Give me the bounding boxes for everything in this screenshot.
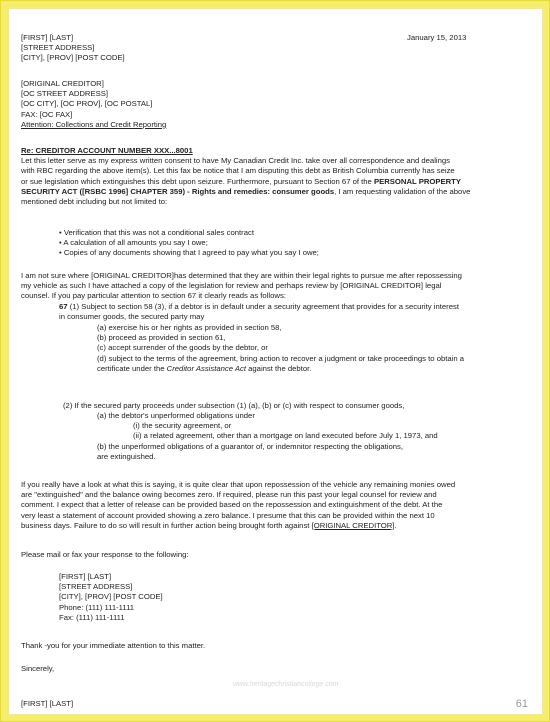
section-67-2-line: (2) If the secured party proceeds under subsection (1) (a), (b) or (c) with respect to consumer goods, — [63, 401, 405, 410]
section-67-1-clauses — [97, 323, 530, 374]
signature: [FIRST] [LAST] — [21, 699, 74, 708]
para3-text: business days. Failure to do so will result in further action being brought forth against — [21, 520, 312, 530]
page-number: 61 — [515, 698, 528, 710]
thanks-line: Thank -you for your immediate attention to this matter. — [21, 641, 206, 650]
closing: Sincerely, — [21, 664, 55, 673]
reply-street: [STREET ADDRESS] — [59, 582, 133, 592]
re-line: Re: CREDITOR ACCOUNT NUMBER XXX...8001 — [21, 146, 193, 155]
creditor-placeholder: [ORIGINAL CREDITOR] — [311, 520, 395, 530]
clause-a: (a) the debtor's unperformed obligations under — [97, 411, 255, 420]
list-item: • Verification that this was not a conditional sales contract — [59, 228, 254, 237]
section-number: 67 — [59, 302, 68, 311]
body-paragraph-3 — [21, 480, 530, 531]
body-paragraph-2 — [21, 271, 530, 302]
letter-page — [8, 8, 543, 715]
act-name: SECURITY ACT ([RSBC 1996] CHAPTER 359) - Rights and remedies: consumer goods — [21, 186, 335, 196]
list-item: • A calculation of all amounts you say I owe; — [59, 238, 208, 248]
reply-phone: Phone: (111) 111-1111 — [59, 602, 135, 612]
para1-line — [21, 187, 530, 197]
reply-address — [59, 572, 530, 623]
mail-prompt: Please mail or fax your response to the following: — [21, 550, 189, 559]
para1-line: with RBC regarding the above item(s). Let this fax be notice that I am disputing this debt as British Columbia currently has seize — [21, 166, 455, 176]
sender-city: [CITY], [PROV] [POST CODE] — [21, 53, 125, 63]
creditor-fax: FAX: [OC FAX] — [21, 109, 73, 119]
act-name: Creditor Assistance Act — [166, 363, 246, 373]
section-67-line: in consumer goods, the secured party may — [59, 312, 205, 322]
sender-address — [21, 33, 530, 64]
clause-text: certificate under the — [97, 363, 167, 373]
watermark: www.heritagechristiancollege.com — [233, 681, 339, 688]
para1-line: mentioned debt including but not limited to: — [21, 197, 168, 207]
para1-text: or sue legislation which extinguishes this debt upon seizure. Furthermore, pursuant to Section 67 of the — [21, 176, 374, 186]
reply-name: [FIRST] [LAST] — [59, 572, 112, 581]
reply-city: [CITY], [PROV] [POST CODE] — [59, 592, 163, 602]
section-67-1 — [59, 302, 530, 322]
clause-text: against the debtor. — [245, 363, 312, 373]
letter-date: January 15, 2013 — [407, 33, 467, 42]
clause-d-cont — [97, 364, 530, 374]
sender-name: [FIRST] [LAST] — [21, 33, 74, 42]
para3-line — [21, 521, 530, 531]
section-67-2 — [63, 401, 530, 411]
para1-line: Let this letter serve as my express written consent to have My Canadian Credit Inc. take over all correspondence and dealings — [21, 156, 451, 166]
clause-c: (c) accept surrender of the goods by the debtor, or — [97, 343, 268, 353]
attention-line: Attention: Collections and Credit Reporting — [21, 119, 167, 129]
clause-b: (b) the unperformed obligations of a guarantor of, or indemnitor respecting the obligations, — [97, 441, 403, 451]
section-67-2-clauses — [97, 411, 530, 462]
para3-line: very least a statement of account provided showing a zero balance. I presume that this can be provided within the next 10 — [21, 510, 435, 520]
para1-line — [21, 177, 530, 187]
creditor-name: [ORIGINAL CREDITOR] — [21, 79, 104, 88]
clause-d: (d) subject to the terms of the agreement, bring action to recover a judgment or take proceedings to obtain a — [97, 353, 465, 363]
clause-a: (a) exercise his or her rights as provided in section 58, — [97, 323, 282, 332]
bullet-list — [59, 228, 530, 259]
para2-line: I am not sure where [ORIGINAL CREDITOR]has determined that they are within their legal rights to pursue me after repossessing — [21, 271, 462, 280]
para3-line: are "extinguished" and the balance owing becomes zero. If required, please run this past your legal counsel for review and — [21, 490, 437, 500]
clause-a-ii: (ii) a related agreement, other than a mortgage on land executed before July 1, 1973, and — [133, 431, 438, 441]
clause-a-i: (i) the security agreement, or — [133, 421, 232, 431]
para3-line: If you really have a look at what this is saying, it is quite clear that upon repossession of the vehicle any remaining monies owed — [21, 480, 456, 489]
creditor-street: [OC STREET ADDRESS] — [21, 89, 109, 99]
creditor-address — [21, 79, 530, 130]
para1-text: , I am requesting validation of the above — [334, 186, 471, 196]
creditor-city: [OC CITY], [OC PROV], [OC POSTAL] — [21, 99, 153, 109]
para2-line: my vehicle as such I have attached a copy of the legislation for review and perhaps review by [ORIGINAL CREDITOR] legal — [21, 281, 442, 291]
clause-c: are extinguished. — [97, 451, 156, 461]
body-paragraph-1 — [21, 146, 530, 207]
act-name: PERSONAL PROPERTY — [373, 176, 461, 186]
section-67-line — [59, 302, 530, 312]
sender-street: [STREET ADDRESS] — [21, 43, 95, 53]
clause-b: (b) proceed as provided in section 61, — [97, 333, 226, 343]
reply-fax: Fax: (111) 111-1111 — [59, 612, 125, 622]
section-text: (1) Subject to section 58 (3), if a debtor is in default under a security agreement that provides for a security interest — [67, 302, 459, 311]
para3-line: comment. I expect that a letter of release can be provided based on the repossession and extinguishment of the debt. At the — [21, 500, 443, 510]
list-item: • Copies of any documents showing that I agreed to pay what you say I owe; — [59, 248, 319, 258]
para3-text: . — [394, 520, 397, 530]
para2-line: counsel. If you pay particular attention to section 67 it clearly reads as follows: — [21, 291, 286, 301]
